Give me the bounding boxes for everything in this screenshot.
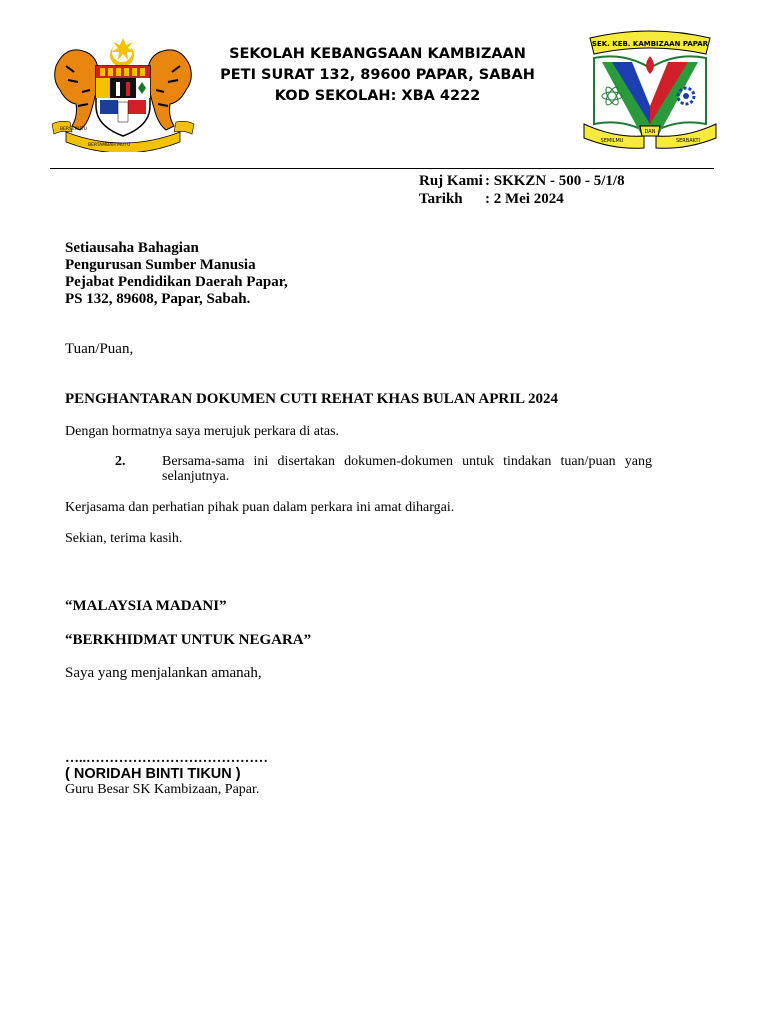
- paragraph-number: 2.: [115, 454, 126, 469]
- slogan-malaysia-madani: “MALAYSIA MADANI”: [65, 598, 227, 614]
- recipient-line: Setiausaha Bahagian: [65, 240, 199, 256]
- logo-motto-right: SERBAKTI: [675, 138, 701, 144]
- logo-top-banner: SEK. KEB. KAMBIZAAN PAPAR: [591, 40, 709, 48]
- paragraph-2: [115, 454, 652, 484]
- date-label: Tarikh: [419, 191, 463, 207]
- letterhead-text: [205, 44, 550, 107]
- closing-line: Sekian, terima kasih.: [65, 531, 183, 546]
- signatory-title: Guru Besar SK Kambizaan, Papar.: [65, 782, 260, 797]
- school-name: SEKOLAH KEBANGSAAN KAMBIZAAN: [229, 46, 526, 62]
- signatory-name: ( NORIDAH BINTI TIKUN ): [65, 766, 241, 782]
- malaysia-coat-of-arms-icon: [48, 36, 198, 152]
- salutation: Tuan/Puan,: [65, 341, 134, 357]
- our-ref-value: : SKKZN - 500 - 5/1/8: [485, 173, 625, 189]
- trust-line: Saya yang menjalankan amanah,: [65, 665, 262, 681]
- recipient-line: Pengurusan Sumber Manusia: [65, 257, 256, 273]
- school-logo-icon: [582, 26, 718, 152]
- date-value: : 2 Mei 2024: [485, 191, 564, 207]
- logo-motto-left: SEMILMU: [600, 138, 624, 144]
- svg-text:BERTAMBAH MUTU: BERTAMBAH MUTU: [88, 143, 131, 148]
- school-address: PETI SURAT 132, 89600 PAPAR, SABAH: [220, 67, 535, 83]
- letter-subject: PENGHANTARAN DOKUMEN CUTI REHAT KHAS BULAN APRIL 2024: [65, 391, 558, 407]
- letterhead-divider: [50, 168, 714, 169]
- recipient-address: [65, 240, 288, 308]
- slogan-berkhidmat: “BERKHIDMAT UNTUK NEGARA”: [65, 632, 312, 648]
- reference-block: [419, 172, 625, 208]
- recipient-line: PS 132, 89608, Papar, Sabah.: [65, 291, 251, 307]
- paragraph-2-text: Bersama-sama ini disertakan dokumen-dokumen untuk tindakan tuan/puan yang: [162, 454, 652, 469]
- intro-paragraph: Dengan hormatnya saya merujuk perkara di atas.: [65, 424, 340, 439]
- cooperation-paragraph: Kerjasama dan perhatian pihak puan dalam perkara ini amat dihargai.: [65, 500, 455, 515]
- logo-motto-middle: DAN: [644, 129, 656, 135]
- our-ref-label: Ruj Kami: [419, 173, 483, 189]
- paragraph-2-continuation: selanjutnya.: [162, 469, 230, 484]
- signature-line: …..…………………………………: [65, 751, 268, 766]
- svg-text:BERSEKUTU: BERSEKUTU: [60, 127, 87, 132]
- recipient-line: Pejabat Pendidikan Daerah Papar,: [65, 274, 288, 290]
- school-code: KOD SEKOLAH: XBA 4222: [274, 88, 481, 104]
